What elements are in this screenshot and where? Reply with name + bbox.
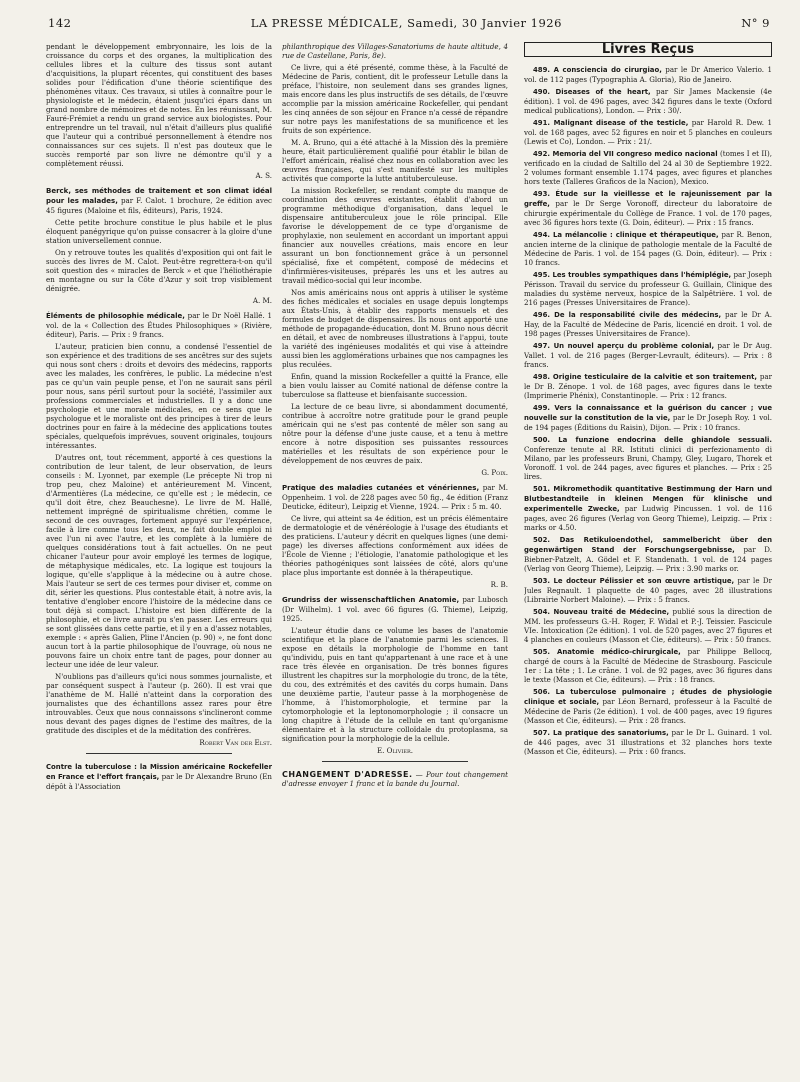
book-list bbox=[524, 65, 772, 756]
change-address-notice bbox=[282, 770, 508, 788]
signature: G. Poix. bbox=[481, 468, 508, 477]
book-details: par Philippe Bellocq, chargé de cours à la Faculté de Médecine de Strasbourg. Fascicule 1er : La tête ; 1. Le crâne. 1 vol. de 92 pages, avec 36 figures dans le texte (Masson et Cie, éditeurs). — Prix : 18 francs. bbox=[524, 647, 772, 684]
book-details: par le Dr Aug. Vallet. 1 vol. de 216 pages (Berger-Levrault, éditeurs). — Prix : 8 francs. bbox=[524, 341, 772, 369]
book-entry bbox=[524, 435, 772, 481]
book-title: 506. La tuberculose pulmonaire ; études de physiologie clinique et sociale, bbox=[524, 688, 772, 706]
book-details: par Joseph Périsson. Travail du service du professeur G. Guillain, Clinique des maladies du système nerveux, hospice de la Salpêtrière. 1 vol. de 216 pages (Presses Universitaires de France). bbox=[524, 270, 772, 307]
book-entry bbox=[524, 341, 772, 369]
book-details: par le Dr Jules Regnault. 1 plaquette de 40 pages, avec 28 illustrations (Librairie Norbert Maloine). — Prix : 5 francs. bbox=[524, 576, 772, 604]
book-entry bbox=[524, 372, 772, 400]
book-title: 491. Malignant disease of the testicle, bbox=[533, 119, 689, 127]
notice-title: CHANGEMENT D'ADRESSE. bbox=[282, 770, 413, 779]
review-meta: par M. Oppenheim. 1 vol. de 228 pages avec 50 fig., 4e édition (Franz Deuticke, éditeur), Leipzig et Vienne, 1924. — Prix : 5 m. 40. bbox=[282, 483, 508, 511]
column-middle bbox=[282, 42, 508, 791]
book-details: par D. Biebner-Patzelt, A. Gödel et F. Standenath. 1 vol. de 124 pages (Verlag von Georg Thieme), Leipzig. — Prix : 3.90 marks or. bbox=[524, 545, 772, 573]
signature: E. Olivier. bbox=[376, 746, 414, 755]
book-entry bbox=[524, 687, 772, 725]
book-entry bbox=[524, 728, 772, 756]
book-entry bbox=[524, 576, 772, 604]
review-elements bbox=[46, 311, 272, 339]
paragraph: Ce livre, qui atteint sa 4e édition, est un précis élémentaire de dermatologie et de vénéréologie à l'usage des étudiants et des praticiens. L'auteur y décrit en quelques lignes (une demi-page) les diverses affections conformément aux idées de l'École de Vienne ; l'étiologie, l'anatomie pathologique et les théories pathogéniques sont laissées de côté, alors qu'une place plus importante est donnée à la thérapeutique. bbox=[282, 514, 508, 577]
book-title: 497. Un nouvel aperçu du problème colonial, bbox=[533, 342, 715, 350]
divider bbox=[86, 753, 232, 754]
paragraph: La lecture de ce beau livre, si abondamment documenté, contribue à accroître notre gratitude pour le grand peuple américain qui ne s'est pas contenté de mêler son sang au nôtre pour la défense d'une juste cause, et a tenu à mettre encore à notre disposition ses puissantes ressources matérielles et les résultats de son expérience pour le développement de nos œuvres de paix. bbox=[282, 402, 508, 465]
page-number: 142 bbox=[48, 16, 72, 30]
book-title: 498. Origine testiculaire de la calvitie et son traitement, bbox=[533, 373, 758, 381]
book-entry bbox=[524, 484, 772, 532]
book-entry bbox=[524, 535, 772, 573]
book-title: 499. Vers la connaissance et la guérison du cancer ; vue nouvelle sur la constitution de la vie, bbox=[524, 404, 772, 422]
review-berck bbox=[46, 186, 272, 215]
review-meta: par Lubosch (Dr Wilhelm). 1 vol. avec 66 figures (G. Thieme), Leipzig, 1925. bbox=[282, 595, 508, 623]
book-title: 507. La pratique des sanatoriums, bbox=[533, 729, 669, 737]
book-details: Conferenze tenute al RR. Istituti clinici di perfezionamento di Milano, par les professeurs Bruni, Champy, Gley, Lugaro, Thorek et Voronoff. 1 vol. de 244 pages, avec figures et planches. — Prix : 25 lires. bbox=[524, 445, 772, 481]
book-title: 495. Les troubles sympathiques dans l'hémiplégie, bbox=[533, 271, 732, 279]
issue-number: N° 9 bbox=[741, 16, 770, 30]
book-details: par le Dr Serge Voronoff, directeur du laboratoire de chirurgie expérimentale du Collège de France. 1 vol. de 170 pages, avec 36 figures hors texte (G. Doin, éditeur). — Prix : 15 francs. bbox=[524, 199, 772, 227]
paragraph: N'oublions pas d'ailleurs qu'ici nous sommes journaliste, et par conséquent suspect à l'auteur (p. 260). Il est vrai que l'anathème de M. Hallé n'atteint dans la corporation des journalistes que des échantillons assez rares pour être introuvables. Ceux que nous connaissons s'inclineront comme nous devant des pages dignes de l'estime des maîtres, de la gratitude des disciples et de la méditation des confrères. bbox=[46, 672, 272, 735]
journal-title: LA PRESSE MÉDICALE, Samedi, 30 Janvier 1926 bbox=[250, 16, 562, 30]
book-title: 494. La mélancolie : clinique et thérapeutique, bbox=[533, 231, 719, 239]
book-entry bbox=[524, 403, 772, 432]
review-meta: par le Dr Alexandre Bruno (En dépôt à l'Association bbox=[46, 772, 272, 791]
book-entry bbox=[524, 87, 772, 115]
book-entry bbox=[524, 230, 772, 267]
book-title: 501. Mikromethodik quantitative Bestimmung der Harn und Blutbestandteile in kleinen Mengen für klinische und experimentelle Zwecke, bbox=[524, 485, 772, 513]
book-details: par Harold R. Dew. 1 vol. de 168 pages, avec 52 figures en noir et 5 planches en couleurs (Lewis et Co), London. — Prix : 21/. bbox=[524, 118, 772, 146]
review-title: Contre la tuberculose : la Mission américaine Rockefeller en France et l'effort français, bbox=[46, 763, 272, 781]
paragraph: M. A. Bruno, qui a été attaché à la Mission dès la première heure, était particulièrement qualifié pour établir le bilan de l'effort américain, réalisé chez nous en collaboration avec les œuvres françaises, qui s'est manifesté sur les multiples activités que comporte la lutte antituberculeuse. bbox=[282, 138, 508, 183]
column-right bbox=[524, 42, 772, 759]
paragraph: L'auteur étudie dans ce volume les bases de l'anatomie scientifique et la place de l'anatomie parmi les sciences. Il expose en détails la morphologie de l'homme en tant qu'individu, puis en tant qu'appartenant à une race et à une race très élevée en organisation. De très bonnes figures illustrent les chapitres sur la morphologie du tronc, de la tête, du cou, des extrémités et des cavités du corps humain. Dans une deuxième partie, l'auteur passe à la morphogenèse de l'homme, à l'histomorphologie, et termine par la cytomorphologie et la leptonomorphologie ; il consacre un long chapitre à l'étude de la cellule en tant qu'organisme élémentaire et à la structure colloïdale du protoplasma, sa signification pour la morphologie de la cellule. bbox=[282, 626, 508, 743]
review-meta: par F. Calot. 1 brochure, 2e édition avec 45 figures (Maloine et fils, éditeurs), Paris, 1924. bbox=[46, 196, 272, 215]
paragraph: pendant le développement embryonnaire, les lois de la croissance du corps et des organes, la multiplication des cellules libres et la culture des tissus sont autant d'acquisitions, la plupart récentes, qui constituent des bases solides pour l'édification d'une théorie scientifique des phénomènes vitaux. Ces travaux, si utiles à connaître pour le physiologiste et le médecin, étaient jusqu'ici épars dans un grand nombre de mémoires et de notes. En les réunissant, M. Fauré-Frémiet a rendu un grand service aux biologistes. Pour entreprendre un tel travail, nul n'était d'ailleurs plus qualifié que l'auteur qui a contribué personnellement à étendre nos connaissances sur ces sujets. Il n'est pas douteux que le succès remporté par son livre ne démontre qu'il y a complètement réussi. bbox=[46, 42, 272, 168]
paragraph: Ce livre, qui a été présenté, comme thèse, à la Faculté de Médecine de Paris, contient, dit le professeur Letulle dans la préface, l'histoire, non seulement dans ses grandes lignes, mais encore dans les plus instructifs de ses détails, de l'œuvre accomplie par la mission américaine Rockefeller, qui pendant les cinq années de son séjour en France n'a cessé de répandre sur notre pays les manifestations de sa munificence et les fruits de son expérience. bbox=[282, 63, 508, 135]
book-title: 505. Anatomie médico-chirurgicale, bbox=[533, 648, 681, 656]
review-title: Grundriss der wissenschaftlichen Anatomie, bbox=[282, 596, 460, 604]
book-entry bbox=[524, 310, 772, 338]
book-details: par le Dr A. Hay, de la Faculté de Médecine de Paris, licencié en droit. 1 vol. de 198 pages (Presses Universitaires de France). bbox=[524, 310, 772, 338]
signature: A. M. bbox=[252, 296, 272, 305]
book-details: par Léon Bernard, professeur à la Faculté de Médecine de Paris (2e édition). 1 vol. de 400 pages, avec 19 figures (Masson et Cie, éditeurs). — Prix : 28 francs. bbox=[524, 697, 772, 725]
book-title: 496. De la responsabilité civile des médecins, bbox=[533, 311, 722, 319]
book-entry bbox=[524, 149, 772, 186]
review-title: Pratique des maladies cutanées et vénériennes, bbox=[282, 484, 480, 492]
review-meta: par le Dr Noël Hallé. 1 vol. de la « Collection des Études Philosophiques » (Rivière, éditeur), Paris. — Prix : 9 francs. bbox=[46, 311, 272, 339]
review-title: Berck, ses méthodes de traitement et son climat idéal pour les malades, bbox=[46, 187, 272, 205]
paragraph: La mission Rockefeller, se rendant compte du manque de coordination des œuvres existantes, établit d'abord un programme méthodique d'organisation, dans lequel le dispensaire antituberculeux joue le rôle principal. Elle favorise le développement de ce type d'organisme de prophylaxie, non seulement en accordant un important appui financier aux nouvelles créations, mais encore en leur assurant un bon fonctionnement grâce à un personnel spécialisé, fixe et compétent, composé de médecins et d'infirmières-visiteuses, préparés les uns et les autres au travail médico-social qui leur incombe. bbox=[282, 186, 508, 285]
book-title: 500. La funzione endocrina delle ghiandole sessuali. bbox=[533, 436, 772, 444]
column-left bbox=[46, 42, 272, 794]
paragraph: philanthropique des Villages-Sanatoriums de haute altitude, 4 rue de Castellane, Paris, 8e). bbox=[282, 42, 508, 60]
book-title: 492. Memoria del VII congreso medico nacional bbox=[533, 150, 718, 158]
review-grundriss bbox=[282, 595, 508, 623]
book-title: 503. Le docteur Pélissier et son œuvre artistique, bbox=[533, 577, 735, 585]
paragraph: Cette petite brochure constitue le plus habile et le plus éloquent panégyrique qu'on puisse consacrer à la gloire d'une station universellement connue. bbox=[46, 218, 272, 245]
book-details: par Ludwig Pincussen. 1 vol. de 116 pages, avec 26 figures (Verlag von Georg Thieme), Leipzig. — Prix : marks or 4.50. bbox=[524, 504, 772, 532]
book-details: par le Dr Americo Valerio. 1 vol. de 112 pages (Typographia A. Gloria), Rio de Janeiro. bbox=[524, 65, 772, 84]
book-title: 493. Étude sur la vieillesse et le rajeunissement par la greffe, bbox=[524, 190, 772, 208]
divider bbox=[322, 761, 468, 762]
signature: R. B. bbox=[490, 580, 508, 589]
paragraph: Nos amis américains nous ont appris à utiliser le système des fiches médicales et sociales en usage depuis longtemps aux États-Unis, à établir des rapports mensuels et des formules de budget de dispensaires. Ils nous ont apporté une méthode de propagande-éducation, dont M. Bruno nous décrit en détail, et avec de nombreuses illustrations à l'appui, toute la variété des ingénieuses modalités et qui vise à atteindre aussi bien les agglomérations urbaines que nos campagnes les plus reculées. bbox=[282, 288, 508, 369]
book-title: 504. Nouveau traité de Médecine, bbox=[533, 608, 670, 616]
review-maladies bbox=[282, 483, 508, 511]
review-title: Éléments de philosophie médicale, bbox=[46, 312, 185, 320]
page-header bbox=[48, 16, 770, 36]
book-title: 502. Das Retikuloendothel, sammelbericht über den gegenwärtigen Stand der Forschungsergebnisse, bbox=[524, 536, 772, 554]
signature: A. S. bbox=[255, 171, 272, 180]
book-entry bbox=[524, 647, 772, 684]
paragraph: L'auteur, praticien bien connu, a condensé l'essentiel de son expérience et des traditions de ses ancêtres sur des sujets qui nous sont chers : droits et devoirs des médecins, rapports avec les malades, les confrères, le public. La médecine n'est pas ce qu'un vain peuple pense, et l'on ne saurait sans péril pour nous, sans péril surtout pour la société, l'assimiler aux professions commerciales et industrielles. Il y a donc une psychologie et une morale médicales, en ce sens que le psychologue et le moraliste ont des principes à tirer de leurs doctrines pour en faire à la médecine des applications toutes spéciales, quelquefois imprévues, souvent originales, toujours intéressantes. bbox=[46, 342, 272, 450]
book-title: 490. Diseases of the heart, bbox=[533, 88, 651, 96]
book-entry bbox=[524, 65, 772, 84]
book-entry bbox=[524, 118, 772, 146]
book-entry bbox=[524, 189, 772, 227]
paragraph: D'autres ont, tout récemment, apporté à ces questions la contribution de leur talent, de leur observation, de leurs conseils : M. Lyonnet, par exemple (Le précepte Ni trop ni trop peu, chez Maloine) et antérieurement M. Vincent, d'Armentières (La médecine, ce qu'elle est ; le médecin, ce qu'il doit être, chez Beauchesne). Le livre de M. Hallé, nettement imprégné de spiritualisme chrétien, comme le second de ces ouvrages, fortement appuyé sur l'expérience, facile à lire comme tous les deux, ne fait double emploi ni avec l'un ni avec l'autre, et les complète à la lumière de quelques considérations tout à fait actuelles. On ne peut chicaner l'auteur pour avoir employé les termes de logique, de métaphysique médicales, etc. La logique est toujours la logique, qu'elle s'applique à la médecine ou à autre chose. Mais l'auteur se sert de ces termes pour diviser et, comme on dit, sérier les questions. Plus contestable était, à notre avis, la tentative d'englober encore l'histoire de la médecine dans ce tout déjà si compact. L'histoire est bien différente de la philosophie, et ce livre aurait pu s'en passer. Les erreurs qui se sont glissées dans cette partie, et il y en a d'assez notables, exemple : « après Galien, Pline l'Ancien (p. 90) », ne font donc aucun tort à la partie philosophique de l'ouvrage, où nous ne pouvons faire un choix entre tant de pages, pour donner au lecteur une idée de leur valeur. bbox=[46, 453, 272, 669]
livres-recus-heading: Livres Reçus bbox=[524, 42, 772, 57]
book-details: par le Dr Joseph Roy. 1 vol. de 194 pages (Éditions du Raisin), Dijon. — Prix : 10 francs. bbox=[524, 413, 772, 432]
book-details: par R. Benon, ancien interne de la clinique de pathologie mentale de la Faculté de Médecine de Paris. 1 vol. de 154 pages (G. Doin, éditeur). — Prix : 10 francs. bbox=[524, 230, 772, 267]
book-entry bbox=[524, 270, 772, 307]
book-title: 489. A consciencia do cirurgiao, bbox=[533, 66, 662, 74]
paragraph: On y retrouve toutes les qualités d'exposition qui ont fait le succès des livres de M. Calot. Peut-être regrettera-t-on qu'il soit question des « miracles de Berck » et que l'héliothérapie en montagne ou sur la Côte d'Azur y soit trop visiblement dénigrée. bbox=[46, 248, 272, 293]
book-details: par le Dr B. Zénope. 1 vol. de 168 pages, avec figures dans le texte (Imprimerie Phénix), Constantinople. — Prix : 12 francs. bbox=[524, 372, 772, 400]
book-details: (tomes I et II), verificado en la ciudad de Saltillo del 24 al 30 de Septiembre 1922. 2 volumes formant ensemble 1.174 pages, avec figures et planches hors texte (Talleres Graficos de la Nacion), Mexico. bbox=[524, 149, 772, 186]
paragraph: Enfin, quand la mission Rockefeller a quitté la France, elle a bien voulu laisser au Comité national de défense contre la tuberculose sa flatteuse et bienfaisante succession. bbox=[282, 372, 508, 399]
notice-text: — Pour tout changement d'adresse envoyer 1 franc et la bande du Journal. bbox=[282, 770, 508, 788]
book-details: publié sous la direction de MM. les professeurs G.-H. Roger, F. Widal et P.-J. Teissier. Fascicule VIe. Intoxication (2e édition). 1 vol. de 520 pages, avec 27 figures et 4 planches en couleurs (Masson et Cie, éditeurs). — Prix : 50 francs. bbox=[524, 607, 772, 644]
signature: Robert Van der Elst. bbox=[199, 738, 272, 747]
book-details: par Sir James Mackensie (4e édition). 1 vol. de 496 pages, avec 342 figures dans le texte (Oxford medical publications), London. — Prix : 30/. bbox=[524, 87, 772, 115]
book-entry bbox=[524, 607, 772, 644]
review-tuberculose bbox=[46, 762, 272, 791]
book-details: par le Dr L. Guinard. 1 vol. de 446 pages, avec 31 illustrations et 32 planches hors texte (Masson et Cie, éditeurs). — Prix : 60 francs. bbox=[524, 728, 772, 756]
